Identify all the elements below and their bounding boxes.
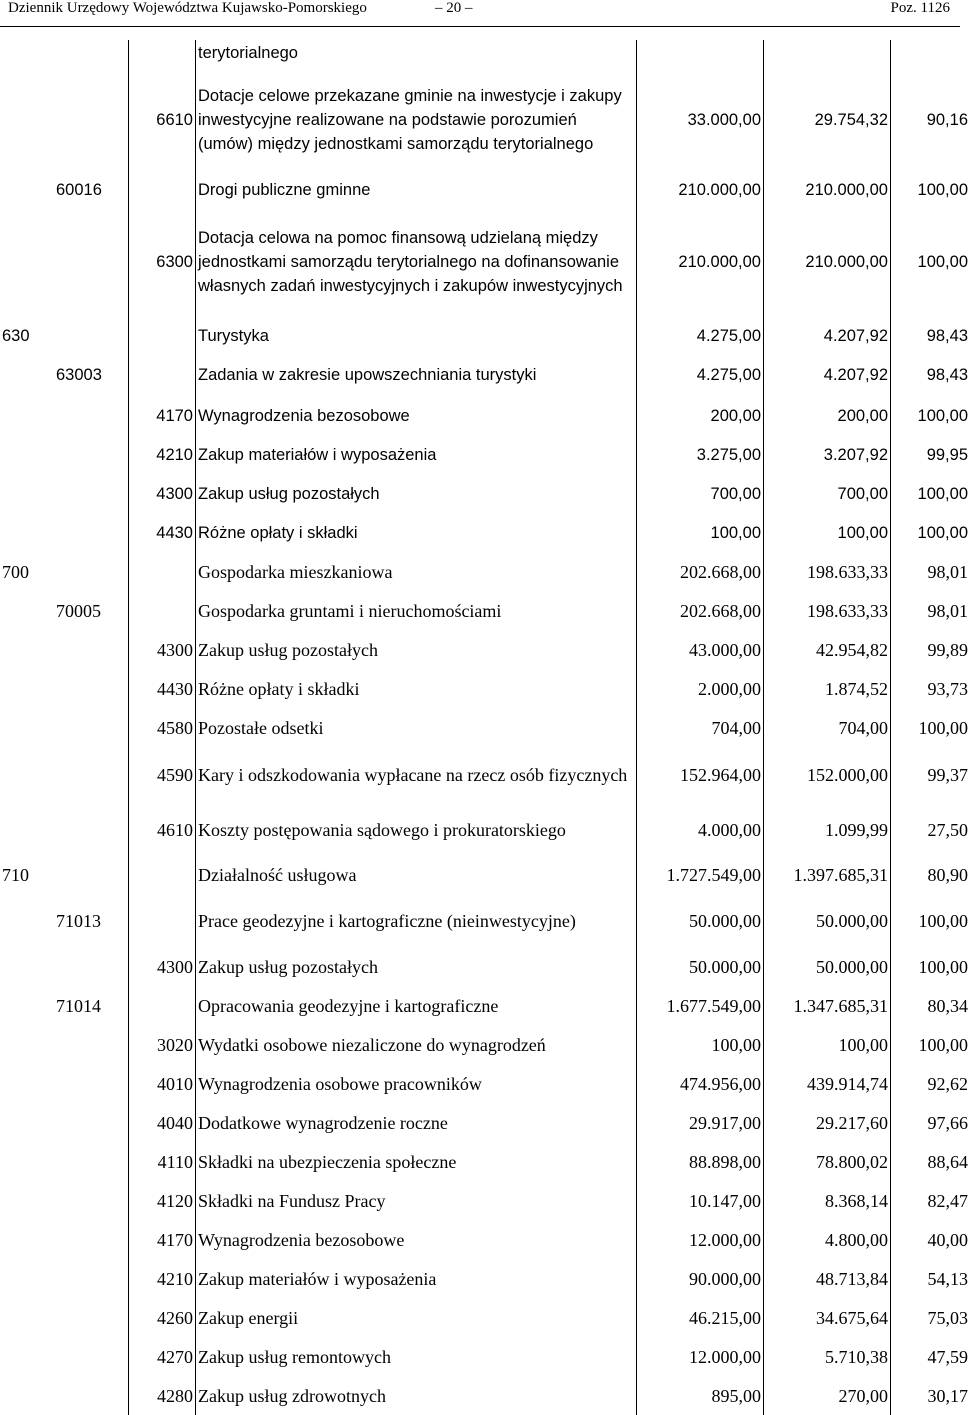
dzial-cell bbox=[0, 1259, 54, 1298]
rozdzial-cell bbox=[54, 1259, 129, 1298]
paragraf-cell: 4120 bbox=[129, 1181, 196, 1220]
rozdzial-cell bbox=[54, 1376, 129, 1415]
nazwa-cell: Składki na Fundusz Pracy bbox=[196, 1181, 637, 1220]
paragraf-cell: 4300 bbox=[129, 630, 196, 669]
dzial-cell: 700 bbox=[0, 552, 54, 591]
dzial-cell bbox=[0, 1376, 54, 1415]
paragraf-cell: 4280 bbox=[129, 1376, 196, 1415]
rozdzial-cell bbox=[54, 66, 129, 174]
table-row bbox=[0, 1026, 970, 1064]
paragraf-cell: 4210 bbox=[129, 435, 196, 474]
paragraf-cell bbox=[129, 318, 196, 354]
dzial-cell bbox=[0, 948, 54, 986]
wykonanie-cell: 100,00 bbox=[764, 1026, 891, 1064]
dzial-cell bbox=[0, 1337, 54, 1376]
dzial-cell bbox=[0, 1181, 54, 1220]
nazwa-cell: Zadania w zakresie upowszechniania turystyki bbox=[196, 354, 637, 396]
rozdzial-cell bbox=[54, 513, 129, 552]
paragraf-cell: 4260 bbox=[129, 1298, 196, 1337]
wykonanie-cell: 1.099,99 bbox=[764, 802, 891, 857]
nazwa-cell: Zakup usług pozostałych bbox=[196, 474, 637, 513]
table-row bbox=[0, 552, 970, 591]
dzial-cell bbox=[0, 435, 54, 474]
nazwa-cell: Zakup materiałów i wyposażenia bbox=[196, 435, 637, 474]
wykonanie-cell: 270,00 bbox=[764, 1376, 891, 1415]
table-row bbox=[0, 1298, 970, 1337]
table-row bbox=[0, 513, 970, 552]
procent-cell: 47,59 bbox=[891, 1337, 970, 1376]
paragraf-cell: 4170 bbox=[129, 396, 196, 435]
table-row bbox=[0, 474, 970, 513]
paragraf-cell: 3020 bbox=[129, 1026, 196, 1064]
journal-title: Dziennik Urzędowy Województwa Kujawsko-Pomorskiego bbox=[8, 0, 367, 17]
nazwa-cell: Dodatkowe wynagrodzenie roczne bbox=[196, 1103, 637, 1142]
nazwa-cell: Zakup usług remontowych bbox=[196, 1337, 637, 1376]
procent-cell: 99,37 bbox=[891, 747, 970, 802]
nazwa-cell: Działalność usługowa bbox=[196, 857, 637, 893]
nazwa-cell: Różne opłaty i składki bbox=[196, 669, 637, 708]
table-row bbox=[0, 435, 970, 474]
plan-cell: 1.727.549,00 bbox=[637, 857, 764, 893]
rozdzial-cell: 70005 bbox=[54, 591, 129, 630]
nazwa-cell: Wynagrodzenia bezosobowe bbox=[196, 1220, 637, 1259]
wykonanie-cell: 1.874,52 bbox=[764, 669, 891, 708]
wykonanie-cell: 198.633,33 bbox=[764, 591, 891, 630]
dzial-cell bbox=[0, 669, 54, 708]
table-row bbox=[0, 1337, 970, 1376]
plan-cell: 43.000,00 bbox=[637, 630, 764, 669]
plan-cell: 4.000,00 bbox=[637, 802, 764, 857]
procent-cell: 100,00 bbox=[891, 948, 970, 986]
procent-cell: 99,95 bbox=[891, 435, 970, 474]
nazwa-cell: Zakup materiałów i wyposażenia bbox=[196, 1259, 637, 1298]
plan-cell: 210.000,00 bbox=[637, 206, 764, 318]
plan-cell: 12.000,00 bbox=[637, 1337, 764, 1376]
budget-table bbox=[0, 40, 970, 1415]
rozdzial-cell bbox=[54, 948, 129, 986]
dzial-cell bbox=[0, 174, 54, 206]
wykonanie-cell: 50.000,00 bbox=[764, 893, 891, 948]
paragraf-cell: 4270 bbox=[129, 1337, 196, 1376]
wykonanie-cell: 4.207,92 bbox=[764, 318, 891, 354]
table-row bbox=[0, 1064, 970, 1103]
plan-cell: 100,00 bbox=[637, 1026, 764, 1064]
wykonanie-cell: 1.347.685,31 bbox=[764, 986, 891, 1026]
wykonanie-cell: 48.713,84 bbox=[764, 1259, 891, 1298]
dzial-cell bbox=[0, 747, 54, 802]
nazwa-cell: Składki na ubezpieczenia społeczne bbox=[196, 1142, 637, 1181]
procent-cell: 92,62 bbox=[891, 1064, 970, 1103]
nazwa-cell: Prace geodezyjne i kartograficzne (nieinwestycyjne) bbox=[196, 893, 637, 948]
nazwa-cell: Zakup usług pozostałych bbox=[196, 948, 637, 986]
nazwa-cell: Dotacja celowa na pomoc finansową udzielaną między jednostkami samorządu terytorialnego na dofinansowanie własnych zadań inwestycyjnych i zakupów inwestycyjnych bbox=[196, 206, 637, 318]
plan-cell: 202.668,00 bbox=[637, 552, 764, 591]
paragraf-cell: 4040 bbox=[129, 1103, 196, 1142]
procent-cell: 40,00 bbox=[891, 1220, 970, 1259]
table-row bbox=[0, 1259, 970, 1298]
plan-cell: 474.956,00 bbox=[637, 1064, 764, 1103]
budget-table-body bbox=[0, 40, 970, 1415]
nazwa-cell: Koszty postępowania sądowego i prokuratorskiego bbox=[196, 802, 637, 857]
dzial-cell: 710 bbox=[0, 857, 54, 893]
wykonanie-cell: 152.000,00 bbox=[764, 747, 891, 802]
nazwa-cell: Pozostałe odsetki bbox=[196, 708, 637, 747]
nazwa-cell: terytorialnego bbox=[196, 40, 637, 66]
rozdzial-cell bbox=[54, 630, 129, 669]
rozdzial-cell bbox=[54, 435, 129, 474]
paragraf-cell: 4300 bbox=[129, 474, 196, 513]
rozdzial-cell bbox=[54, 669, 129, 708]
dzial-cell bbox=[0, 1298, 54, 1337]
paragraf-cell: 4580 bbox=[129, 708, 196, 747]
paragraf-cell bbox=[129, 857, 196, 893]
plan-cell: 2.000,00 bbox=[637, 669, 764, 708]
table-row bbox=[0, 1220, 970, 1259]
nazwa-cell: Gospodarka gruntami i nieruchomościami bbox=[196, 591, 637, 630]
table-row bbox=[0, 396, 970, 435]
plan-cell: 12.000,00 bbox=[637, 1220, 764, 1259]
plan-cell: 3.275,00 bbox=[637, 435, 764, 474]
table-row bbox=[0, 708, 970, 747]
paragraf-cell: 4210 bbox=[129, 1259, 196, 1298]
procent-cell: 93,73 bbox=[891, 669, 970, 708]
paragraf-cell bbox=[129, 986, 196, 1026]
plan-cell: 704,00 bbox=[637, 708, 764, 747]
wykonanie-cell: 700,00 bbox=[764, 474, 891, 513]
table-row bbox=[0, 40, 970, 66]
plan-cell: 895,00 bbox=[637, 1376, 764, 1415]
nazwa-cell: Różne opłaty i składki bbox=[196, 513, 637, 552]
procent-cell: 80,34 bbox=[891, 986, 970, 1026]
paragraf-cell: 4010 bbox=[129, 1064, 196, 1103]
wykonanie-cell: 78.800,02 bbox=[764, 1142, 891, 1181]
procent-cell: 98,01 bbox=[891, 591, 970, 630]
rozdzial-cell bbox=[54, 802, 129, 857]
dzial-cell bbox=[0, 354, 54, 396]
paragraf-cell: 6300 bbox=[129, 206, 196, 318]
wykonanie-cell: 29.217,60 bbox=[764, 1103, 891, 1142]
table-row bbox=[0, 174, 970, 206]
rozdzial-cell bbox=[54, 1064, 129, 1103]
nazwa-cell: Zakup usług pozostałych bbox=[196, 630, 637, 669]
procent-cell: 98,43 bbox=[891, 354, 970, 396]
paragraf-cell: 4610 bbox=[129, 802, 196, 857]
paragraf-cell: 4430 bbox=[129, 513, 196, 552]
procent-cell: 100,00 bbox=[891, 893, 970, 948]
table-row bbox=[0, 354, 970, 396]
page-header bbox=[0, 0, 960, 27]
procent-cell: 30,17 bbox=[891, 1376, 970, 1415]
wykonanie-cell: 439.914,74 bbox=[764, 1064, 891, 1103]
dzial-cell bbox=[0, 40, 54, 66]
wykonanie-cell: 198.633,33 bbox=[764, 552, 891, 591]
paragraf-cell: 4430 bbox=[129, 669, 196, 708]
table-row bbox=[0, 206, 970, 318]
paragraf-cell: 4590 bbox=[129, 747, 196, 802]
plan-cell: 50.000,00 bbox=[637, 893, 764, 948]
procent-cell: 54,13 bbox=[891, 1259, 970, 1298]
procent-cell: 88,64 bbox=[891, 1142, 970, 1181]
plan-cell: 90.000,00 bbox=[637, 1259, 764, 1298]
rozdzial-cell bbox=[54, 857, 129, 893]
rozdzial-cell bbox=[54, 1181, 129, 1220]
plan-cell: 46.215,00 bbox=[637, 1298, 764, 1337]
wykonanie-cell: 210.000,00 bbox=[764, 206, 891, 318]
procent-cell: 82,47 bbox=[891, 1181, 970, 1220]
nazwa-cell: Turystyka bbox=[196, 318, 637, 354]
procent-cell: 97,66 bbox=[891, 1103, 970, 1142]
dzial-cell bbox=[0, 474, 54, 513]
rozdzial-cell bbox=[54, 747, 129, 802]
plan-cell: 29.917,00 bbox=[637, 1103, 764, 1142]
dzial-cell bbox=[0, 513, 54, 552]
nazwa-cell: Dotacje celowe przekazane gminie na inwestycje i zakupy inwestycyjne realizowane na podstawie porozumień (umów) między jednostkami samorządu terytorialnego bbox=[196, 66, 637, 174]
plan-cell: 210.000,00 bbox=[637, 174, 764, 206]
rozdzial-cell bbox=[54, 318, 129, 354]
rozdzial-cell bbox=[54, 1337, 129, 1376]
plan-cell: 700,00 bbox=[637, 474, 764, 513]
procent-cell: 75,03 bbox=[891, 1298, 970, 1337]
plan-cell: 4.275,00 bbox=[637, 354, 764, 396]
dzial-cell bbox=[0, 1064, 54, 1103]
procent-cell: 99,89 bbox=[891, 630, 970, 669]
plan-cell bbox=[637, 40, 764, 66]
dzial-cell bbox=[0, 1103, 54, 1142]
procent-cell: 100,00 bbox=[891, 474, 970, 513]
table-row bbox=[0, 802, 970, 857]
nazwa-cell: Wynagrodzenia osobowe pracowników bbox=[196, 1064, 637, 1103]
plan-cell: 152.964,00 bbox=[637, 747, 764, 802]
procent-cell: 100,00 bbox=[891, 206, 970, 318]
wykonanie-cell: 34.675,64 bbox=[764, 1298, 891, 1337]
paragraf-cell: 4300 bbox=[129, 948, 196, 986]
wykonanie-cell: 704,00 bbox=[764, 708, 891, 747]
wykonanie-cell: 4.800,00 bbox=[764, 1220, 891, 1259]
procent-cell: 100,00 bbox=[891, 1026, 970, 1064]
dzial-cell bbox=[0, 802, 54, 857]
procent-cell bbox=[891, 40, 970, 66]
procent-cell: 98,01 bbox=[891, 552, 970, 591]
nazwa-cell: Opracowania geodezyjne i kartograficzne bbox=[196, 986, 637, 1026]
rozdzial-cell: 63003 bbox=[54, 354, 129, 396]
rozdzial-cell bbox=[54, 206, 129, 318]
rozdzial-cell bbox=[54, 1142, 129, 1181]
plan-cell: 202.668,00 bbox=[637, 591, 764, 630]
wykonanie-cell: 5.710,38 bbox=[764, 1337, 891, 1376]
wykonanie-cell: 29.754,32 bbox=[764, 66, 891, 174]
dzial-cell bbox=[0, 1142, 54, 1181]
rozdzial-cell bbox=[54, 474, 129, 513]
rozdzial-cell: 71014 bbox=[54, 986, 129, 1026]
procent-cell: 80,90 bbox=[891, 857, 970, 893]
nazwa-cell: Drogi publiczne gminne bbox=[196, 174, 637, 206]
table-row bbox=[0, 318, 970, 354]
dzial-cell: 630 bbox=[0, 318, 54, 354]
table-row bbox=[0, 630, 970, 669]
paragraf-cell bbox=[129, 893, 196, 948]
nazwa-cell: Zakup usług zdrowotnych bbox=[196, 1376, 637, 1415]
paragraf-cell: 4110 bbox=[129, 1142, 196, 1181]
nazwa-cell: Kary i odszkodowania wypłacane na rzecz osób fizycznych bbox=[196, 747, 637, 802]
rozdzial-cell bbox=[54, 396, 129, 435]
rozdzial-cell: 60016 bbox=[54, 174, 129, 206]
wykonanie-cell: 50.000,00 bbox=[764, 948, 891, 986]
wykonanie-cell: 100,00 bbox=[764, 513, 891, 552]
wykonanie-cell: 200,00 bbox=[764, 396, 891, 435]
dzial-cell bbox=[0, 630, 54, 669]
plan-cell: 100,00 bbox=[637, 513, 764, 552]
table-row bbox=[0, 1142, 970, 1181]
dzial-cell bbox=[0, 591, 54, 630]
dzial-cell bbox=[0, 986, 54, 1026]
wykonanie-cell: 8.368,14 bbox=[764, 1181, 891, 1220]
plan-cell: 200,00 bbox=[637, 396, 764, 435]
nazwa-cell: Wynagrodzenia bezosobowe bbox=[196, 396, 637, 435]
plan-cell: 88.898,00 bbox=[637, 1142, 764, 1181]
plan-cell: 10.147,00 bbox=[637, 1181, 764, 1220]
dzial-cell bbox=[0, 1220, 54, 1259]
table-row bbox=[0, 893, 970, 948]
plan-cell: 1.677.549,00 bbox=[637, 986, 764, 1026]
wykonanie-cell: 3.207,92 bbox=[764, 435, 891, 474]
table-row bbox=[0, 66, 970, 174]
plan-cell: 50.000,00 bbox=[637, 948, 764, 986]
paragraf-cell: 6610 bbox=[129, 66, 196, 174]
paragraf-cell bbox=[129, 591, 196, 630]
table-row bbox=[0, 857, 970, 893]
nazwa-cell: Wydatki osobowe niezaliczone do wynagrodzeń bbox=[196, 1026, 637, 1064]
rozdzial-cell bbox=[54, 1220, 129, 1259]
dzial-cell bbox=[0, 396, 54, 435]
wykonanie-cell bbox=[764, 40, 891, 66]
procent-cell: 100,00 bbox=[891, 174, 970, 206]
nazwa-cell: Zakup energii bbox=[196, 1298, 637, 1337]
rozdzial-cell bbox=[54, 1298, 129, 1337]
plan-cell: 33.000,00 bbox=[637, 66, 764, 174]
procent-cell: 100,00 bbox=[891, 396, 970, 435]
table-row bbox=[0, 1376, 970, 1415]
rozdzial-cell bbox=[54, 552, 129, 591]
rozdzial-cell bbox=[54, 708, 129, 747]
procent-cell: 90,16 bbox=[891, 66, 970, 174]
dzial-cell bbox=[0, 1026, 54, 1064]
paragraf-cell bbox=[129, 40, 196, 66]
wykonanie-cell: 42.954,82 bbox=[764, 630, 891, 669]
procent-cell: 27,50 bbox=[891, 802, 970, 857]
dzial-cell bbox=[0, 206, 54, 318]
wykonanie-cell: 210.000,00 bbox=[764, 174, 891, 206]
paragraf-cell bbox=[129, 354, 196, 396]
rozdzial-cell: 71013 bbox=[54, 893, 129, 948]
procent-cell: 100,00 bbox=[891, 513, 970, 552]
rozdzial-cell bbox=[54, 40, 129, 66]
table-row bbox=[0, 1181, 970, 1220]
position-number: Poz. 1126 bbox=[891, 0, 950, 17]
paragraf-cell bbox=[129, 174, 196, 206]
table-row bbox=[0, 669, 970, 708]
paragraf-cell bbox=[129, 552, 196, 591]
procent-cell: 98,43 bbox=[891, 318, 970, 354]
dzial-cell bbox=[0, 708, 54, 747]
rozdzial-cell bbox=[54, 1026, 129, 1064]
table-row bbox=[0, 591, 970, 630]
page-number: – 20 – bbox=[435, 0, 473, 17]
table-row bbox=[0, 986, 970, 1026]
table-row bbox=[0, 1103, 970, 1142]
paragraf-cell: 4170 bbox=[129, 1220, 196, 1259]
dzial-cell bbox=[0, 893, 54, 948]
rozdzial-cell bbox=[54, 1103, 129, 1142]
procent-cell: 100,00 bbox=[891, 708, 970, 747]
table-row bbox=[0, 747, 970, 802]
plan-cell: 4.275,00 bbox=[637, 318, 764, 354]
wykonanie-cell: 4.207,92 bbox=[764, 354, 891, 396]
nazwa-cell: Gospodarka mieszkaniowa bbox=[196, 552, 637, 591]
wykonanie-cell: 1.397.685,31 bbox=[764, 857, 891, 893]
table-row bbox=[0, 948, 970, 986]
dzial-cell bbox=[0, 66, 54, 174]
